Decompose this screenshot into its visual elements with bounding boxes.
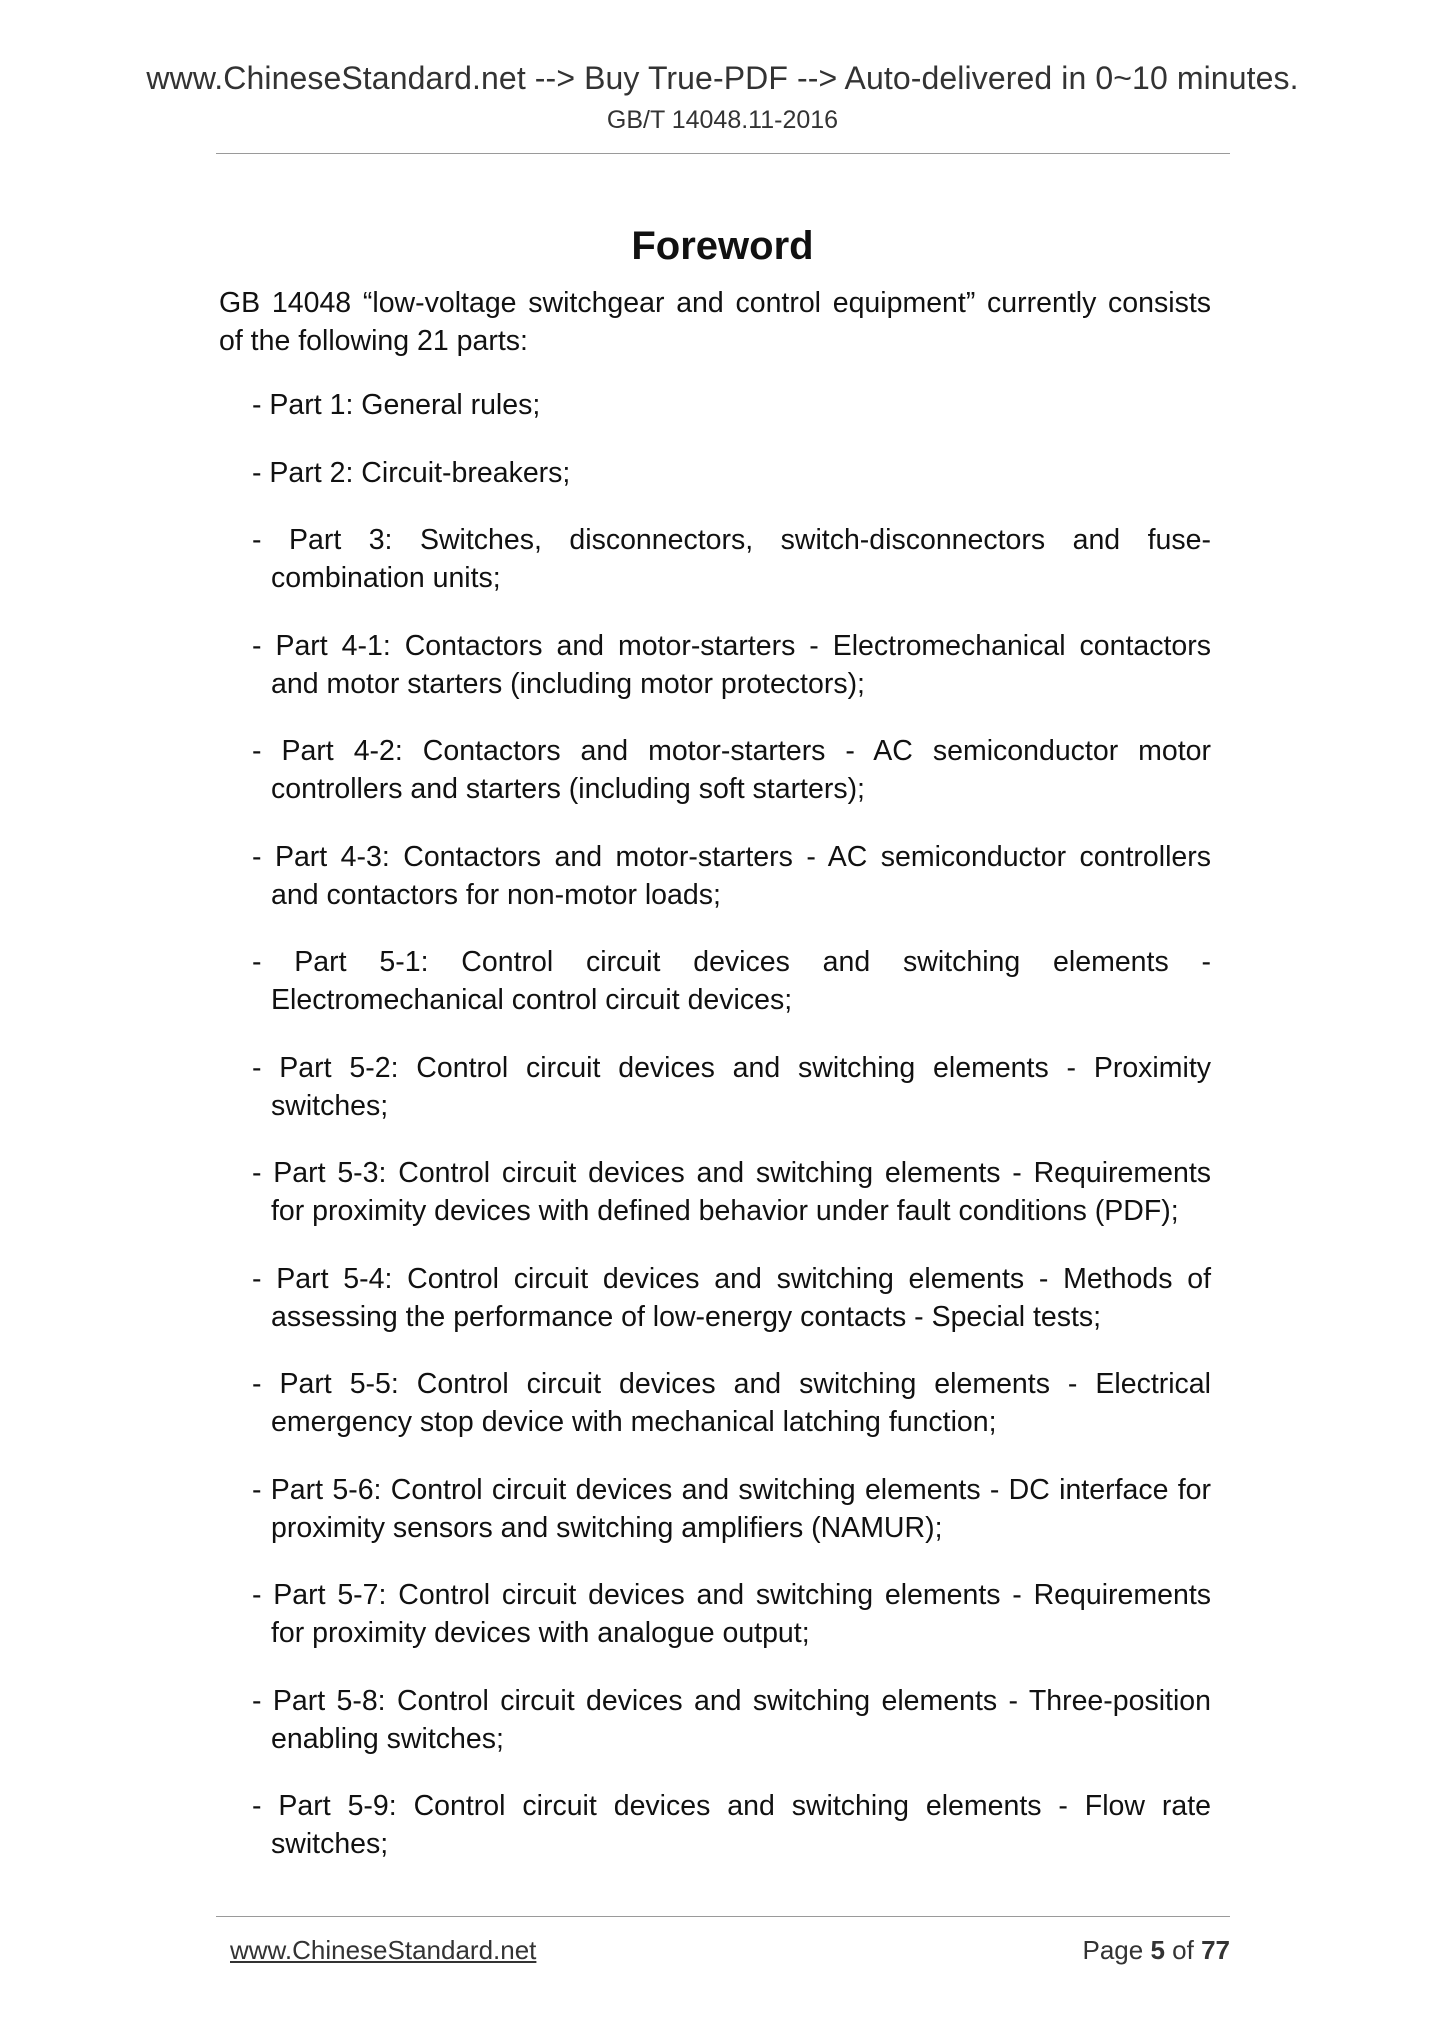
- list-item: - Part 5-3: Control circuit devices and switching elements - Requirements for proximity devices with defined behavior under fault conditions (PDF);: [252, 1157, 1211, 1227]
- list-item: - Part 5-1: Control circuit devices and switching elements - Electromechanical control circuit devices;: [252, 946, 1211, 1016]
- page-of: of: [1172, 1935, 1194, 1965]
- list-item: - Part 1: General rules;: [252, 389, 541, 421]
- page-title: Foreword: [631, 223, 814, 268]
- document-body: [219, 284, 1211, 1893]
- list-item: - Part 4-3: Contactors and motor-starters - AC semiconductor controllers and contactors for non-motor loads;: [252, 840, 1211, 911]
- list-item: - Part 2: Circuit-breakers;: [252, 456, 571, 489]
- list-item: - Part 5-8: Control circuit devices and switching elements - Three-position enabling switches;: [252, 1684, 1211, 1755]
- list-item: - Part 3: Switches, disconnectors, switch-disconnectors and fuse-combination units;: [252, 524, 1211, 594]
- page-prefix: Page: [1082, 1935, 1144, 1965]
- intro-paragraph: GB 14048 “low-voltage switchgear and control equipment” currently consists of the following 21 parts:: [219, 287, 1211, 357]
- footer-site-link[interactable]: www.ChineseStandard.net: [230, 1935, 537, 1965]
- header-divider: [216, 153, 1230, 154]
- footer-divider: [216, 1916, 1230, 1917]
- list-item: - Part 5-6: Control circuit devices and switching elements - DC interface for proximity sensors and switching amplifiers (NAMUR);: [252, 1473, 1211, 1544]
- standard-number: GB/T 14048.11-2016: [606, 106, 839, 134]
- list-item: - Part 5-5: Control circuit devices and switching elements - Electrical emergency stop device with mechanical latching function;: [252, 1368, 1211, 1438]
- list-item: - Part 5-7: Control circuit devices and switching elements - Requirements for proximity devices with analogue output;: [252, 1579, 1211, 1649]
- page-current: 5: [1150, 1935, 1165, 1965]
- header-promo-text: www.ChineseStandard.net --> Buy True-PDF --> Auto-delivered in 0~10 minutes.: [146, 60, 1299, 96]
- page-indicator: [1082, 1933, 1230, 1967]
- page-total: 77: [1201, 1935, 1230, 1965]
- list-item: - Part 4-2: Contactors and motor-starters - AC semiconductor motor controllers and starters (including soft starters);: [252, 735, 1211, 805]
- list-item: - Part 5-2: Control circuit devices and switching elements - Proximity switches;: [252, 1051, 1211, 1122]
- parts-list: [219, 386, 1211, 1863]
- list-item: - Part 5-4: Control circuit devices and switching elements - Methods of assessing the performance of low-energy contacts - Special tests;: [252, 1262, 1211, 1333]
- list-item: - Part 4-1: Contactors and motor-starters - Electromechanical contactors and motor starters (including motor protectors);: [252, 629, 1211, 700]
- list-item: - Part 5-9: Control circuit devices and switching elements - Flow rate switches;: [252, 1790, 1211, 1860]
